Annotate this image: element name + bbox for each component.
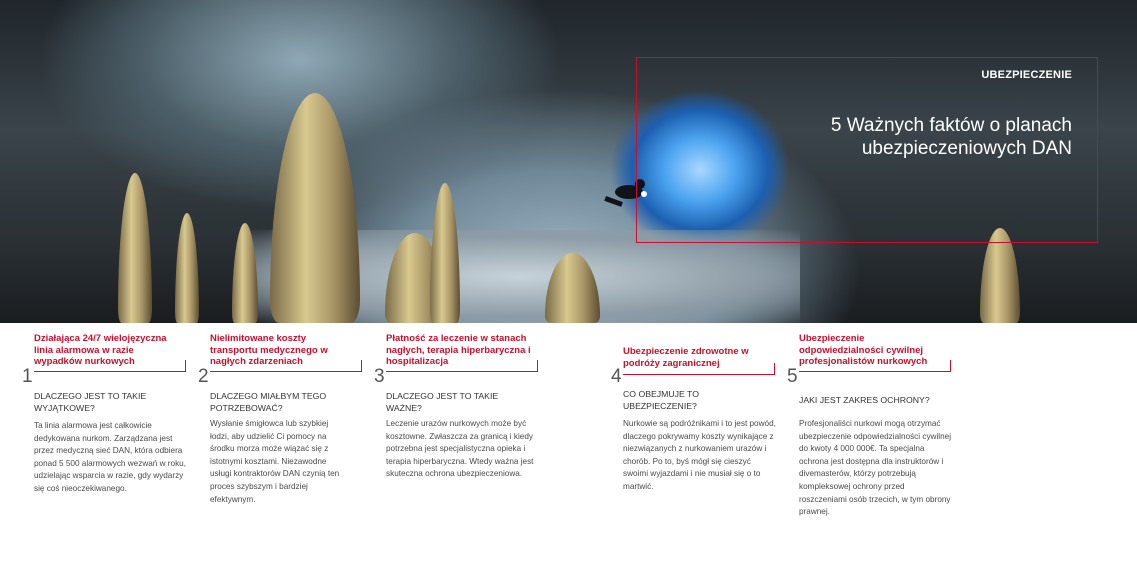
fact-question: DLACZEGO JEST TO TAKIE WYJĄTKOWE? [34,391,147,413]
fact-number: 3 [374,366,385,387]
fact-underline [799,360,951,372]
fact-question: CO OBEJMUJE TO UBEZPIECZENIE? [623,389,699,411]
fact-number: 2 [198,366,209,387]
fact-question: DLACZEGO MIAŁBYM TEGO POTRZEBOWAĆ? [210,391,327,413]
fact-title: Ubezpieczenie odpowiedzialności cywilnej profesjonalistów nurkowych [799,333,928,367]
fact-answer: Ta linia alarmowa jest całkowicie dedykowana nurkom. Zarządzana jest przez medyczną sieć DAN, która odbiera ponad 5 500 alarmowych wezwań w roku, udzielając wsparcia w razie, gdy wydarzy się coś nieoczekiwanego. [34,421,187,493]
fact-title: Płatność za leczenie w stanach nagłych, terapia hiperbaryczna i hospitalizacja [386,333,531,367]
fact-underline [623,363,775,375]
stalagmite [430,183,460,323]
fact-answer: Profesjonaliści nurkowi mogą otrzymać ubezpieczenie odpowiedzialności cywilnej do kwoty 4 000 000€. Ta specjalna ochrona jest dostępna dla instruktorów i divemasterów, którzy potrzebują kompleksowej ochrony przed roszczeniami osób trzecich, w tym obrony prawnej. [799,419,952,517]
stalagmite [175,213,199,323]
fact-number: 1 [22,366,33,387]
fact-title: Ubezpieczenie zdrowotne w podróży zagranicznej [623,346,749,369]
fact-underline [34,360,186,372]
section-label: UBEZPIECZENIE [981,69,1072,81]
page-title: 5 Ważnych faktów o planach ubezpieczeniowych DAN [830,115,1072,159]
fact-number: 4 [611,366,622,387]
fact-underline [386,360,538,372]
fact-number: 5 [787,366,798,387]
fact-underline [210,360,362,372]
stalagmite [118,173,152,323]
fact-answer: Wysłanie śmigłowca lub szybkiej łodzi, aby udzielić Ci pomocy na środku morza może wiązać się z istotnymi kosztami. Niezawodne usługi kontraktorów DAN czynią ten proces szybszym i bardziej efektywnym. [210,419,340,504]
headline-box [636,57,1098,243]
stalagmite [270,93,360,323]
fact-title: Nielimitowane koszty transportu medycznego w nagłych zdarzeniach [210,333,328,367]
fact-answer: Leczenie urazów nurkowych może być kosztowne. Zwłaszcza za granicą i kiedy potrzebna jest specjalistyczna opieka i terapia hiperbaryczna. Wtedy ważna jest skuteczna ochrona ubezpieczeniowa. [386,419,534,479]
fact-title: Działająca 24/7 wielojęzyczna linia alarmowa w razie wypadków nurkowych [34,333,167,367]
fact-question: DLACZEGO JEST TO TAKIE WAŻNE? [386,391,499,413]
fact-answer: Nurkowie są podróżnikami i to jest powód, dlaczego pokrywamy koszty wynikające z niezwiązanych z nurkowaniem urazów i chorób. Po to, byś mógł się cieszyć swoimi wyjazdami i nie musiał się o to martwić. [623,419,776,491]
fact-question: JAKI JEST ZAKRES OCHRONY? [799,395,930,405]
